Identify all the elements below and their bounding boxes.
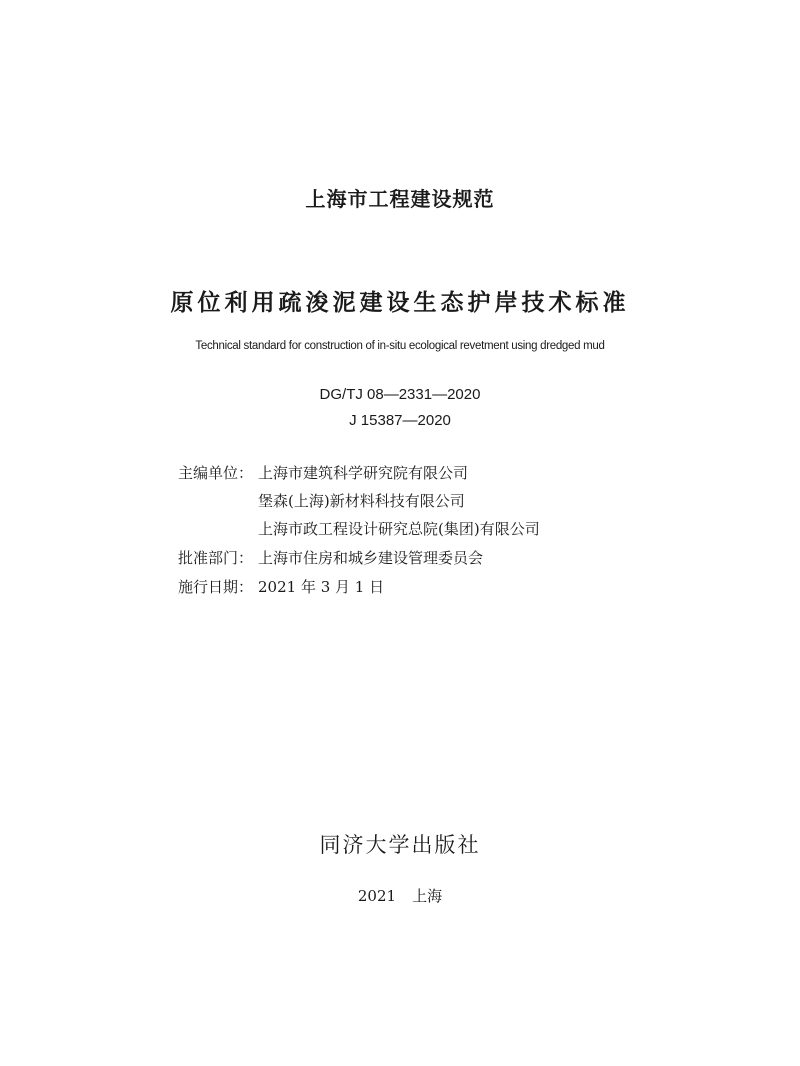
approver-row xyxy=(178,547,483,568)
series-title: 上海市工程建设规范 xyxy=(305,187,495,211)
english-title: Technical standard for construction of in-situ ecological revetment using dredged mud xyxy=(195,340,605,352)
editor-unit-1: 上海市建筑科学研究院有限公司 xyxy=(258,464,469,482)
editor-label: 主编单位： xyxy=(178,464,254,482)
editor-unit-2: 堡森(上海)新材料科技有限公司 xyxy=(258,492,465,510)
publication-city: 上海 xyxy=(412,887,443,905)
j-code: J 15387—2020 xyxy=(349,412,451,429)
effective-date-value: 2021 年 3 月 1 日 xyxy=(258,578,385,596)
approver-label: 批准部门： xyxy=(178,549,254,567)
editor-row-1 xyxy=(178,462,468,483)
standard-title: 原位利用疏浚泥建设生态护岸技术标准 xyxy=(170,290,630,316)
approver-value: 上海市住房和城乡建设管理委员会 xyxy=(258,549,484,567)
effective-date-row xyxy=(178,576,384,597)
dg-code: DG/TJ 08—2331—2020 xyxy=(319,386,481,403)
publication-line xyxy=(0,885,800,906)
publisher-name: 同济大学出版社 xyxy=(319,833,481,857)
editor-row-3 xyxy=(178,518,540,539)
editor-row-2 xyxy=(178,490,465,511)
effective-date-label: 施行日期： xyxy=(178,578,254,596)
publication-year: 2021 xyxy=(357,887,397,905)
editor-unit-3: 上海市政工程设计研究总院(集团)有限公司 xyxy=(258,520,540,538)
